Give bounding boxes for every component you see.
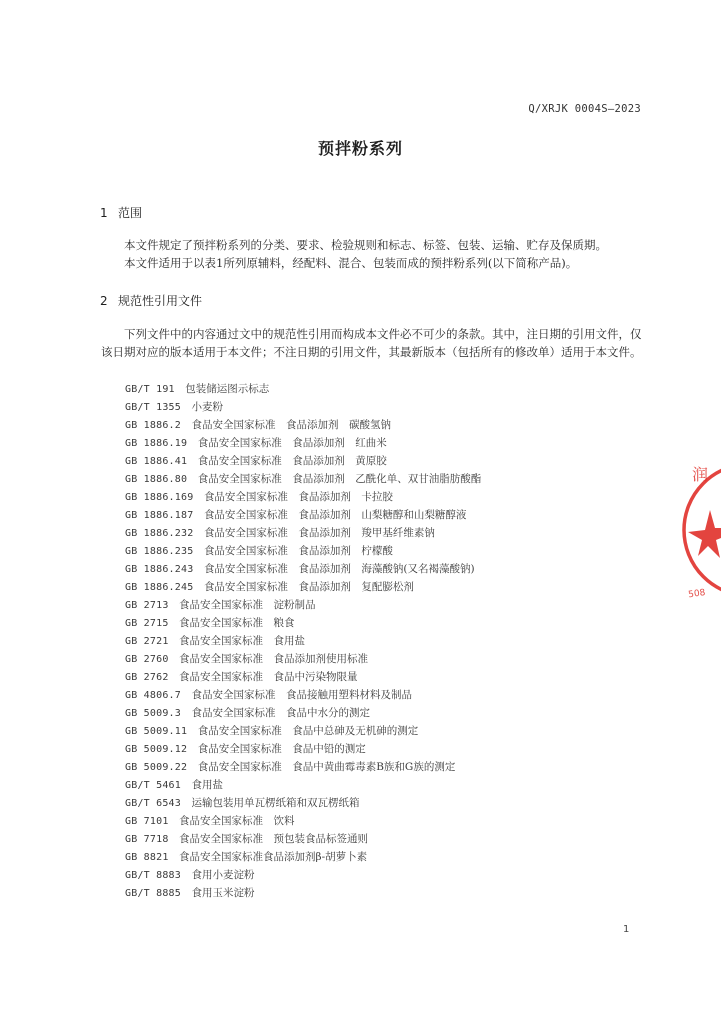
reference-code: GB 1886.2 <box>125 420 181 431</box>
seal-stamp <box>680 440 721 610</box>
reference-item <box>125 488 481 506</box>
reference-item <box>125 632 481 650</box>
reference-title: 食品安全国家标准 食品添加剂 复配膨松剂 <box>203 581 414 593</box>
reference-item <box>125 830 481 848</box>
page-number: 1 <box>623 924 630 935</box>
reference-item <box>125 848 481 866</box>
section-number: 2 <box>100 294 108 308</box>
svg-text:508: 508 <box>687 588 707 601</box>
reference-title: 食品安全国家标准 食品添加剂 黄原胶 <box>197 455 387 467</box>
section-heading-normative-references <box>100 292 202 309</box>
reference-item <box>125 578 481 596</box>
reference-code: GB/T 5461 <box>125 780 181 791</box>
reference-item <box>125 470 481 488</box>
reference-list <box>125 380 481 902</box>
reference-item <box>125 452 481 470</box>
reference-code: GB 5009.11 <box>125 726 188 737</box>
reference-code: GB 7718 <box>125 834 169 845</box>
reference-code: GB 1886.19 <box>125 438 188 449</box>
reference-title: 食品安全国家标准 食品添加剂 柠檬酸 <box>203 545 393 557</box>
reference-title: 食品安全国家标准 食品中污染物限量 <box>179 671 358 683</box>
reference-title: 食品安全国家标准 食品添加剂 卡拉胶 <box>203 491 393 503</box>
reference-code: GB 1886.169 <box>125 492 194 503</box>
reference-title: 食品安全国家标准 淀粉制品 <box>179 599 316 611</box>
reference-item <box>125 614 481 632</box>
reference-item <box>125 596 481 614</box>
reference-code: GB/T 1355 <box>125 402 181 413</box>
reference-item <box>125 650 481 668</box>
reference-code: GB 2760 <box>125 654 169 665</box>
reference-item <box>125 812 481 830</box>
seal-stamp-graphic <box>680 440 721 610</box>
reference-code: GB 2721 <box>125 636 169 647</box>
reference-title: 食品安全国家标准 粮食 <box>179 617 295 629</box>
reference-item <box>125 884 481 902</box>
reference-code: GB 7101 <box>125 816 169 827</box>
reference-code: GB/T 8883 <box>125 870 181 881</box>
reference-code: GB 1886.232 <box>125 528 194 539</box>
reference-code: GB 1886.41 <box>125 456 188 467</box>
reference-code: GB 1886.243 <box>125 564 194 575</box>
reference-code: GB 5009.12 <box>125 744 188 755</box>
section-scope-body <box>101 236 646 272</box>
reference-code: GB/T 191 <box>125 384 175 395</box>
reference-code: GB 2715 <box>125 618 169 629</box>
reference-item <box>125 686 481 704</box>
reference-code: GB 2762 <box>125 672 169 683</box>
reference-code: GB/T 8885 <box>125 888 181 899</box>
paragraph: 下列文件中的内容通过文中的规范性引用而构成本文件必不可少的条款。其中，注日期的引用文件，仅该日期对应的版本适用于本文件；不注日期的引用文件，其最新版本（包括所有的修改单）适用于本文件。 <box>101 327 642 359</box>
reference-title: 食品安全国家标准 食品添加剂使用标准 <box>179 653 369 665</box>
reference-title: 食品安全国家标准 食用盐 <box>179 635 306 647</box>
reference-item <box>125 704 481 722</box>
reference-title: 食品安全国家标准 食品中水分的测定 <box>191 707 370 719</box>
reference-code: GB/T 6543 <box>125 798 181 809</box>
reference-item <box>125 380 481 398</box>
reference-item <box>125 722 481 740</box>
reference-item <box>125 740 481 758</box>
section-number: 1 <box>100 206 108 220</box>
reference-title: 食用玉米淀粉 <box>191 887 255 899</box>
reference-item <box>125 758 481 776</box>
reference-title: 食品安全国家标准食品添加剂β-胡萝卜素 <box>179 851 368 863</box>
reference-title: 食品安全国家标准 食品添加剂 羧甲基纤维素钠 <box>203 527 435 539</box>
reference-code: GB 5009.3 <box>125 708 181 719</box>
reference-code: GB 1886.245 <box>125 582 194 593</box>
reference-item <box>125 524 481 542</box>
reference-code: GB 1886.80 <box>125 474 188 485</box>
reference-item <box>125 794 481 812</box>
reference-item <box>125 560 481 578</box>
reference-title: 食品安全国家标准 食品添加剂 碳酸氢钠 <box>191 419 391 431</box>
reference-title: 食用小麦淀粉 <box>191 869 255 881</box>
section-title: 规范性引用文件 <box>118 294 203 308</box>
reference-title: 食品安全国家标准 食品中铅的测定 <box>197 743 366 755</box>
reference-item <box>125 434 481 452</box>
reference-title: 食品安全国家标准 食品添加剂 乙酰化单、双甘油脂肪酸酯 <box>197 473 482 485</box>
reference-title: 食品安全国家标准 食品添加剂 山梨糖醇和山梨糖醇液 <box>203 509 467 521</box>
reference-item <box>125 398 481 416</box>
section-title: 范围 <box>118 206 143 220</box>
reference-title: 食用盐 <box>191 779 223 791</box>
reference-item <box>125 416 481 434</box>
document-code: Q/XRJK 0004S—2023 <box>528 103 641 115</box>
document-title: 预拌粉系列 <box>317 139 403 158</box>
reference-code: GB 2713 <box>125 600 169 611</box>
reference-title: 食品安全国家标准 食品接触用塑料材料及制品 <box>191 689 412 701</box>
reference-title: 食品安全国家标准 预包装食品标签通则 <box>179 833 369 845</box>
reference-title: 食品安全国家标准 食品中总砷及无机砷的测定 <box>197 725 419 737</box>
reference-code: GB 1886.187 <box>125 510 194 521</box>
reference-title: 食品安全国家标准 食品添加剂 海藻酸钠(又名褐藻酸钠) <box>203 563 475 575</box>
reference-item <box>125 668 481 686</box>
reference-item <box>125 542 481 560</box>
reference-title: 食品安全国家标准 食品中黄曲霉毒素B族和G族的测定 <box>197 761 456 773</box>
paragraph: 本文件适用于以表1所列原辅料，经配料、混合、包装而成的预拌粉系列(以下简称产品)。 <box>124 256 578 270</box>
reference-title: 运输包装用单瓦楞纸箱和双瓦楞纸箱 <box>191 797 360 809</box>
section-heading-scope <box>100 204 142 221</box>
reference-item <box>125 776 481 794</box>
paragraph: 本文件规定了预拌粉系列的分类、要求、检验规则和标志、标签、包装、运输、贮存及保质期。 <box>124 238 607 252</box>
reference-item <box>125 866 481 884</box>
reference-code: GB 8821 <box>125 852 169 863</box>
reference-item <box>125 506 481 524</box>
reference-code: GB 4806.7 <box>125 690 181 701</box>
section-references-intro <box>101 325 646 361</box>
svg-text:润: 润 <box>692 465 709 484</box>
reference-title: 小麦粉 <box>191 401 223 413</box>
reference-title: 食品安全国家标准 饮料 <box>179 815 295 827</box>
reference-code: GB 5009.22 <box>125 762 188 773</box>
reference-title: 包装储运图示标志 <box>185 383 270 395</box>
reference-title: 食品安全国家标准 食品添加剂 红曲米 <box>197 437 387 449</box>
reference-code: GB 1886.235 <box>125 546 194 557</box>
